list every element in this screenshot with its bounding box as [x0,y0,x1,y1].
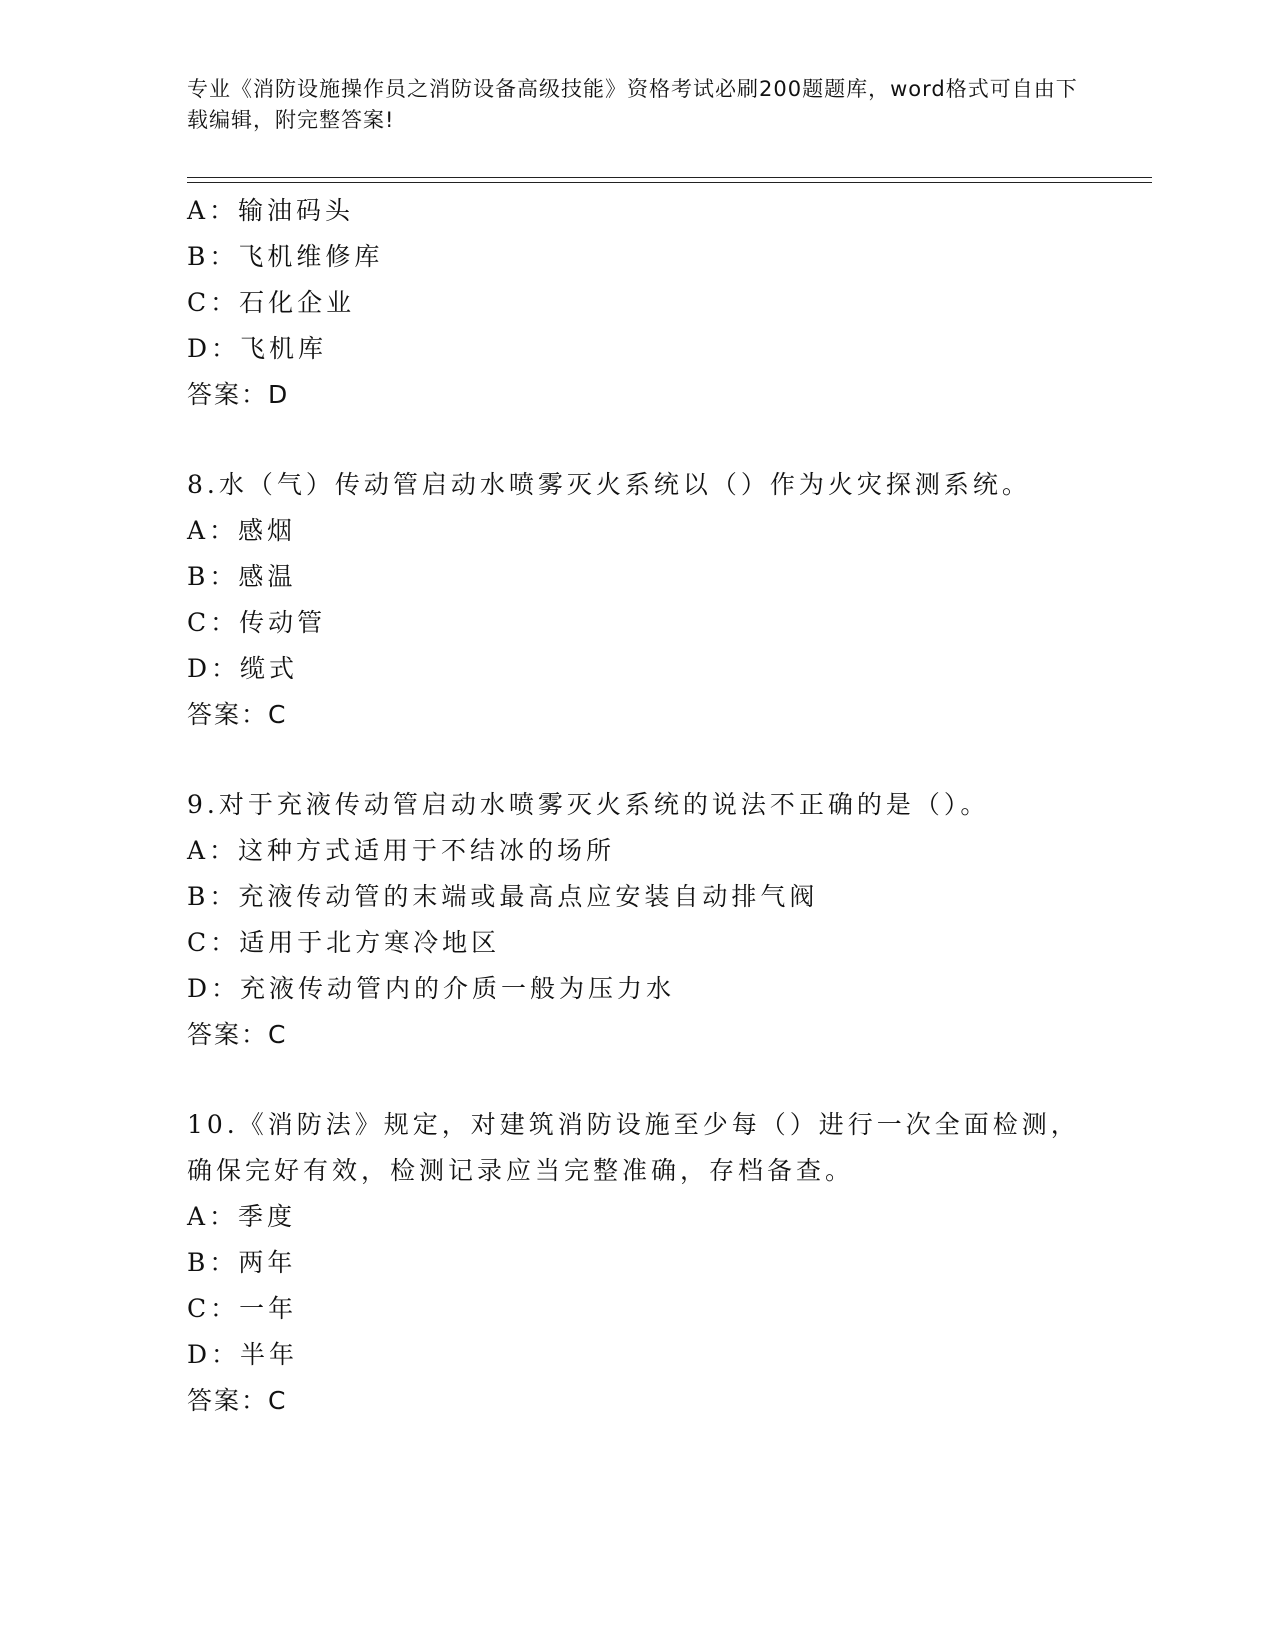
answer-line: 答案：C [187,1020,288,1049]
option-a: A：感烟 [187,516,297,545]
question-stem: 10.《消防法》规定，对建筑消防设施至少每（）进行一次全面检测，确保完好有效，检测记录应当完整准确，存档备查。 [187,1110,1080,1185]
question-stem: 9.对于充液传动管启动水喷雾灭火系统的说法不正确的是（）。 [187,790,990,819]
question-block-partial [187,188,1147,418]
document-header: 专业《消防设施操作员之消防设备高级技能》资格考试必刷200题题库，word格式可自由下载编辑，附完整答案! [187,77,1078,132]
option-c: C：传动管 [187,608,327,637]
header-divider-top [187,177,1152,178]
option-d: D：飞机库 [187,334,328,363]
option-a: A：输油码头 [187,196,355,225]
option-b: B：感温 [187,562,297,591]
option-c: C：一年 [187,1294,298,1323]
option-b: B：飞机维修库 [187,242,384,271]
answer-line: 答案：D [187,380,290,409]
question-block-8 [187,462,1147,738]
header-divider-bottom [187,182,1152,183]
option-c: C：石化企业 [187,288,356,317]
question-stem: 8.水（气）传动管启动水喷雾灭火系统以（）作为火灾探测系统。 [187,470,1031,499]
option-a: A：季度 [187,1202,297,1231]
option-d: D：缆式 [187,654,299,683]
option-b: B：充液传动管的末端或最高点应安装自动排气阀 [187,882,819,911]
question-block-10 [187,1102,1147,1424]
option-d: D：充液传动管内的介质一般为压力水 [187,974,676,1003]
question-list [187,188,1147,1424]
option-c: C：适用于北方寒冷地区 [187,928,501,957]
option-d: D：半年 [187,1340,299,1369]
option-b: B：两年 [187,1248,297,1277]
option-a: A：这种方式适用于不结冰的场所 [187,836,616,865]
answer-line: 答案：C [187,700,288,729]
question-block-9 [187,782,1147,1058]
answer-line: 答案：C [187,1386,288,1415]
